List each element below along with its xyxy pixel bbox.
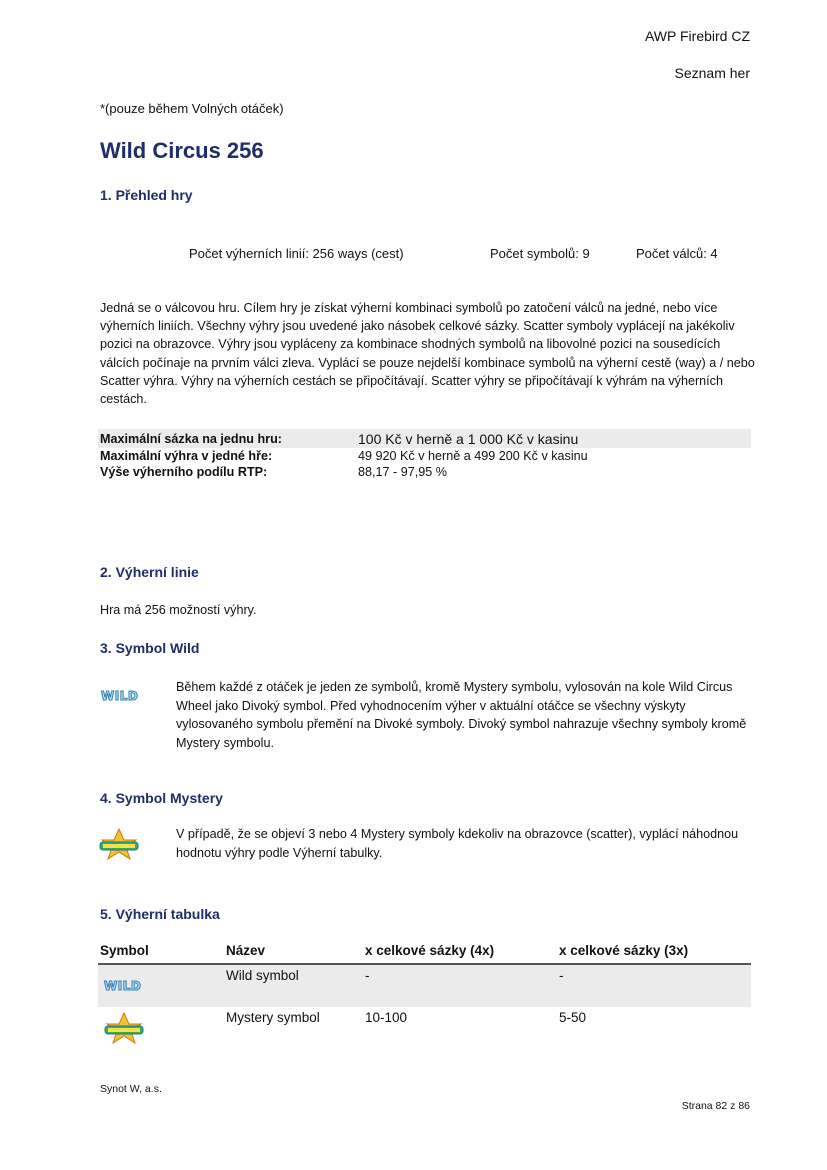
info-row-max-win xyxy=(98,448,751,464)
game-description: Jedná se o válcovou hru. Cílem hry je získat výherní kombinaci symbolů po zatočení válců na jedné, nebo více výherních liniích. Všechny výhry jsou uvedené jako násobek celkové sázky. Scatter symboly vyplácejí na jakékoliv pozici na obrazovce. Výhry jsou vypláceny za kombinace shodných symbolů na libovolné pozici na sousedících válcích počínaje na prvním válci zleva. Vyplácí se pouze nejdelší kombinace symbolů na výherní cestě (way) a / nebo Scatter výhra. Výhry na výherních cestách se připočítávají. Scatter výhry se připočítávají k výhrám na výherních cestách. xyxy=(100,301,755,407)
footer-page-number: Strana 82 z 86 xyxy=(681,1100,750,1112)
section-heading-overview: 1. Přehled hry xyxy=(100,187,193,203)
column-header-x3: x celkové sázky (3x) xyxy=(559,943,689,958)
wild-description: Během každé z otáček je jeden ze symbolů, kromě Mystery symbolu, vylosován na kole Wild Circus Wheel jako Divoký symbol. Před vyhodnocením výher v aktuální otáčce se všechny výskyty vylosovaného symbolu přemění na Divoké symboly. Divoký symbol nahrazuje všechny symboly kromě Mystery symbolu. xyxy=(176,680,747,750)
info-value: 49 920 Kč v herně a 499 200 Kč v kasinu xyxy=(358,449,588,463)
section-heading-paytable: 5. Výherní tabulka xyxy=(100,906,220,922)
info-value: 100 Kč v herně a 1 000 Kč v kasinu xyxy=(358,430,579,447)
mystery-star-icon xyxy=(102,1012,146,1046)
footer-company: Synot W, a.s. xyxy=(100,1083,162,1095)
wild-symbol-icon: WILD xyxy=(104,979,142,993)
info-value: 88,17 - 97,95 % xyxy=(358,465,447,479)
section-heading-mystery: 4. Symbol Mystery xyxy=(100,790,223,806)
stat-reels: Počet válců: 4 xyxy=(636,246,718,261)
table-row xyxy=(98,965,751,1007)
symbol-name: Mystery symbol xyxy=(226,1010,320,1025)
stat-paylines: Počet výherních linií: 256 ways (cest) xyxy=(189,246,404,261)
mystery-star-icon xyxy=(97,828,141,862)
info-row-rtp xyxy=(98,464,751,480)
section-heading-paylines: 2. Výherní linie xyxy=(100,564,199,580)
column-header-x4: x celkové sázky (4x) xyxy=(365,943,495,958)
payout-x3: - xyxy=(559,968,564,983)
symbol-name: Wild symbol xyxy=(226,968,299,983)
column-header-name: Název xyxy=(226,943,266,958)
paylines-text: Hra má 256 možností výhry. xyxy=(100,603,257,617)
section-heading-wild: 3. Symbol Wild xyxy=(100,640,200,656)
info-label: Maximální výhra v jedné hře: xyxy=(100,449,273,463)
payout-x4: - xyxy=(365,968,370,983)
mystery-description: V případě, že se objeví 3 nebo 4 Mystery symboly kdekoliv na obrazovce (scatter), vyplácí náhodnou hodnotu výhry podle Výherní tabulky. xyxy=(176,827,739,860)
column-header-symbol: Symbol xyxy=(100,943,149,958)
wild-symbol-icon: WILD xyxy=(101,689,139,703)
info-row-max-bet xyxy=(98,429,751,448)
info-label: Maximální sázka na jednu hru: xyxy=(100,431,282,446)
header-section-name: Seznam her xyxy=(674,65,750,81)
game-title: Wild Circus 256 xyxy=(100,138,264,163)
stat-symbols: Počet symbolů: 9 xyxy=(490,246,590,261)
header-document-name: AWP Firebird CZ xyxy=(644,28,750,44)
paytable xyxy=(98,943,751,1049)
payout-x4: 10-100 xyxy=(365,1010,408,1025)
game-info-table xyxy=(98,429,751,480)
payout-x3: 5-50 xyxy=(559,1010,587,1025)
paytable-header xyxy=(98,943,751,965)
table-row xyxy=(98,1007,751,1049)
info-label: Výše výherního podílu RTP: xyxy=(100,465,268,479)
free-spins-note: *(pouze během Volných otáček) xyxy=(100,101,284,116)
